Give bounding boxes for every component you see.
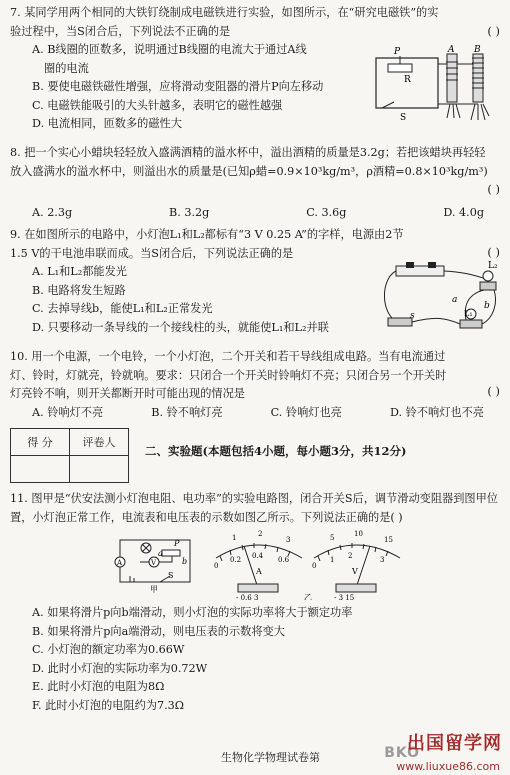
q7-option-c: C. 电磁铁能吸引的大头针越多，表明它的磁性越强 [32,98,283,112]
ammeter-unit: A [256,567,262,576]
q7-option-b: B. 要使电磁铁磁性增强，应将滑动变阻器的滑片P向左移动 [32,80,324,93]
q7-answer-paren: ( ) [487,24,500,38]
q9-stem-line1: 9. 在如图所示的电路中，小灯泡L₁和L₂都标有“3 V 0.25 A”的字样，电源由2节 [10,228,404,241]
q7-option-a-line1: A. B线圈的匝数多，说明通过B线圈的电流大于通过A线 [32,43,307,56]
q9-fig-label-a: a [452,295,458,305]
q11-fig-label-voltmeter: V [151,559,157,567]
q9-fig-label-s: s [410,311,415,321]
voltmeter-tick-3: 3 [380,556,385,564]
q11-circuit-figure [110,532,205,594]
q11-fig-label-s: S [168,571,174,580]
voltmeter-unit: V [352,567,358,576]
ammeter-tick-0-6: 0.6 [278,556,290,564]
q9-fig-label-l2: L₂ [488,261,498,271]
q10-answer-paren: ( ) [487,384,500,398]
q7-fig-label-a: A [448,45,455,55]
q11-option-a: A. 如果将滑片p向b端滑动，则小灯泡的实际功率将大于额定功率 [32,606,353,619]
watermark-logo-text: 出国留学网 [407,733,502,754]
q7-option-a-line2: 圈的电流 [44,61,89,75]
q9-answer-paren: ( ) [487,245,500,259]
q11-fig-caption-jia: 甲 [150,585,158,594]
score-cell [11,456,70,483]
ammeter-tick-0-4: 0.4 [252,552,264,560]
grader-cell [70,456,129,483]
question-10 [10,348,502,422]
q11-stem-line1: 11. 图甲是“伏安法测小灯泡电阻、电功率”的实验电路图，闭合开关S后，调节滑动变阻器到图甲位 [10,492,498,505]
q7-fig-label-s: S [400,113,407,123]
q11-meters-figure [208,528,408,600]
voltmeter-tick-0: 0 [312,562,317,570]
q9-option-d: D. 只要移动一条导线的一个接线柱的头，就能使L₁和L₂并联 [32,320,329,334]
q7-stem-line2: 验过程中，当S闭合后，下列说法不正确的是 [10,24,231,38]
question-11 [10,490,502,527]
q11-option-b: B. 如果将滑片p向a端滑动，则电压表的示数将变大 [32,624,285,638]
q8-option-c: C. 3.6g [306,206,347,219]
q9-option-c: C. 去掉导线b，能使L₁和L₂正常发光 [32,302,213,315]
q11-fig-label-ammeter: A [117,559,123,567]
q10-option-c: C. 铃响灯也亮 [270,405,342,419]
voltmeter-tick-15: 15 [384,536,393,544]
q8-answer-paren: ( ) [487,182,500,196]
q7-stem-line1: 7. 某同学用两个相同的大铁钉绕制成电磁铁进行实验，如图所示，在“研究电磁铁”的实 [10,6,439,19]
voltmeter-tick-10: 10 [354,530,363,538]
q9-option-b: B. 电路将发生短路 [32,283,126,297]
ammeter-tick-1: 1 [232,534,237,542]
q9-stem-line2: 1.5 V的干电池串联而成。当S闭合后，下列说法正确的是 [10,246,294,260]
q11-option-e: E. 此时小灯泡的电阻为8Ω [32,680,165,693]
q11-fig-label-b: b [182,557,188,566]
q11-fig-caption-yi: 乙 [304,593,312,600]
question-8 [10,144,502,181]
q11-fig-label-a: a [158,549,163,558]
q9-option-a: A. L₁和L₂都能发光 [32,265,127,278]
score-header: 得 分 [11,429,70,456]
grader-header: 评卷人 [70,429,129,456]
q9-circuit-figure [376,258,504,338]
ammeter-tick-2: 2 [258,530,263,538]
watermark-url: www.liuxue86.com [396,760,500,773]
score-table [10,428,129,483]
voltmeter-tick-1: 1 [330,556,335,564]
q8-stem-line2: 放入盛满水的溢水杯中，则溢出水的质量是(已知ρ蜡=0.9×10³kg/m³，ρ酒精=0.8×10³kg/m³) [10,164,488,178]
q7-fig-label-r: R [404,75,411,85]
q10-stem-line1: 10. 用一个电源，一个电铃，一个小灯泡，二个开关和若干导线组成电路。当有电流通过 [10,350,446,363]
q8-options [10,204,502,223]
section-2-title: 二、实验题(本题包括4小题，每小题3分，共12分) [145,444,407,458]
q11-option-c: C. 小灯泡的额定功率为0.66W [32,643,185,656]
q10-stem-line3: 灯亮铃不响，则开关都断开时可能出现的情况是 [10,387,245,400]
page-footer: 生物化学物理试卷第 [221,751,320,764]
q7-fig-label-p: P [394,47,401,57]
q8-option-a: A. 2.3g [32,206,73,219]
q7-option-d: D. 电流相同，匝数多的磁性大 [32,117,182,130]
q8-stem-line1: 8. 把一个实心小蜡块轻轻放入盛满酒精的溢水杯中，溢出酒精的质量是3.2g；若把该蜡块再轻轻 [10,146,486,159]
q7-electromagnet-figure [372,44,502,126]
q10-option-d: D. 铃不响灯也不亮 [389,405,484,419]
q10-option-a: A. 铃响灯不亮 [32,405,104,419]
q10-option-b: B. 铃不响灯亮 [151,405,223,419]
q11-options [10,604,502,715]
ammeter-terminals: - 0.6 3 [236,594,259,600]
ammeter-tick-0-2: 0.2 [230,556,242,564]
q9-fig-label-b: b [484,301,490,311]
watermark-bko: BKO [384,745,420,761]
q10-stem-line2: 灯、铃时，灯就亮，铃就响。要求：只闭合一个开关时铃响灯不亮；只闭合另一个开关时 [10,368,447,382]
voltmeter-tick-5: 5 [330,534,335,542]
q9-fig-label-l1: L₁ [464,309,473,318]
q11-stem-line2: 置，小灯泡正常工作，电流表和电压表的示数如图乙所示。下列说法正确的是( ) [10,510,403,524]
voltmeter-terminals: - 3 15 [334,594,355,600]
q8-option-d: D. 4.0g [443,206,484,219]
ammeter-tick-3: 3 [286,536,291,544]
voltmeter-tick-2: 2 [348,552,353,560]
q7-fig-label-b: B [474,45,481,55]
q8-option-b: B. 3.2g [169,206,210,219]
q11-fig-label-p: P [174,539,180,548]
q11-option-d: D. 此时小灯泡的实际功率为0.72W [32,661,208,675]
q11-option-f: F. 此时小灯泡的电阻约为7.3Ω [32,698,185,712]
ammeter-tick-0: 0 [214,562,219,570]
